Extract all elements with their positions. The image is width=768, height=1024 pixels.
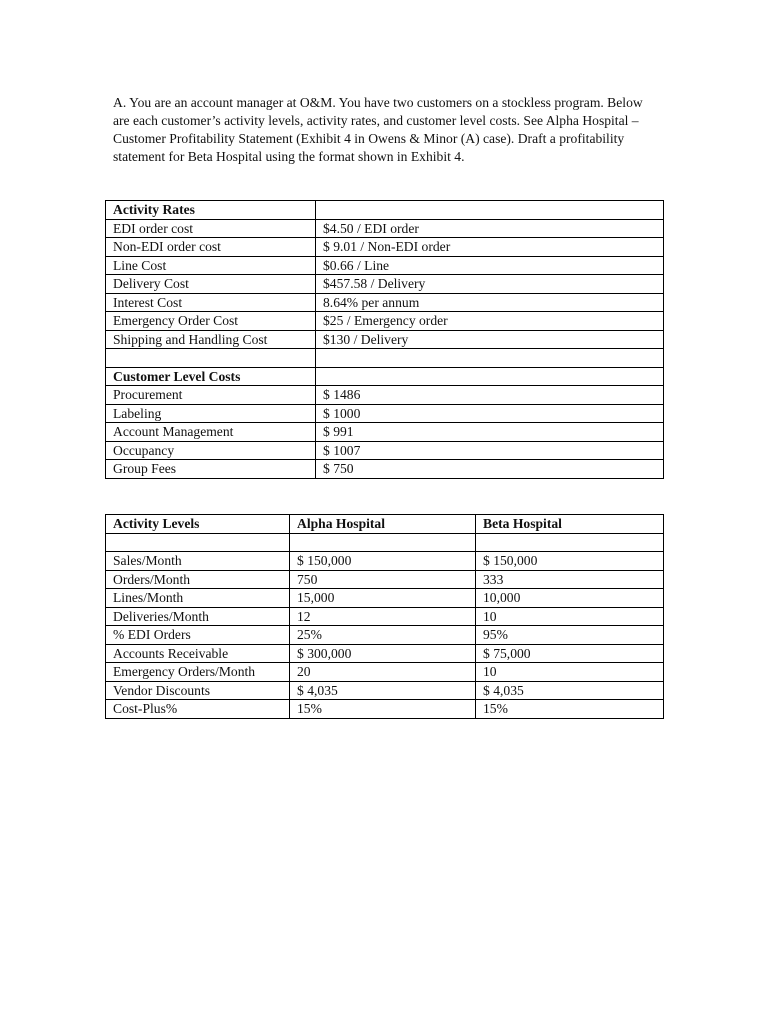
rate-label xyxy=(106,349,316,368)
alpha-value: $ 4,035 xyxy=(290,681,476,700)
beta-value: $ 4,035 xyxy=(476,681,664,700)
level-label: Lines/Month xyxy=(106,589,290,608)
table-row xyxy=(106,626,664,645)
intro-paragraph: A. You are an account manager at O&M. You have two customers on a stockless program. Below are each customer’s activity levels, activity rates, and customer level costs. See Alpha Hospital – Customer Profitability Statement (Exhibit 4 in Owens & Minor (A) case). Draft a profitability statement for Beta Hospital using the format shown in Exhibit 4. xyxy=(113,95,643,164)
rate-value: $ 1007 xyxy=(316,441,664,460)
table-row xyxy=(106,533,664,552)
table-row xyxy=(106,238,664,257)
rate-value: $ 750 xyxy=(316,460,664,479)
section-heading: Activity Rates xyxy=(106,201,316,220)
beta-value: 15% xyxy=(476,700,664,719)
table-row xyxy=(106,441,664,460)
activity-rates-table xyxy=(105,200,664,479)
beta-value: 10 xyxy=(476,607,664,626)
beta-value: 10 xyxy=(476,663,664,682)
rate-value xyxy=(316,367,664,386)
rate-value: 8.64% per annum xyxy=(316,293,664,312)
level-label: Accounts Receivable xyxy=(106,644,290,663)
alpha-value: $ 300,000 xyxy=(290,644,476,663)
rate-value xyxy=(316,349,664,368)
table-row xyxy=(106,700,664,719)
alpha-value: 12 xyxy=(290,607,476,626)
rate-label: Line Cost xyxy=(106,256,316,275)
rate-label: Emergency Order Cost xyxy=(106,312,316,331)
rate-value: $0.66 / Line xyxy=(316,256,664,275)
table-row xyxy=(106,386,664,405)
beta-value: 10,000 xyxy=(476,589,664,608)
table-row xyxy=(106,570,664,589)
header-activity-levels: Activity Levels xyxy=(106,515,290,534)
table-row xyxy=(106,423,664,442)
rate-value: $25 / Emergency order xyxy=(316,312,664,331)
table-row xyxy=(106,293,664,312)
beta-value xyxy=(476,533,664,552)
rate-value: $ 991 xyxy=(316,423,664,442)
table-row xyxy=(106,589,664,608)
table-row xyxy=(106,404,664,423)
table-row xyxy=(106,460,664,479)
table-row xyxy=(106,330,664,349)
alpha-value: 15,000 xyxy=(290,589,476,608)
table-row xyxy=(106,663,664,682)
table-row xyxy=(106,552,664,571)
beta-value: $ 75,000 xyxy=(476,644,664,663)
table-row xyxy=(106,256,664,275)
level-label: Deliveries/Month xyxy=(106,607,290,626)
rate-label: EDI order cost xyxy=(106,219,316,238)
alpha-value: 25% xyxy=(290,626,476,645)
level-label: Orders/Month xyxy=(106,570,290,589)
alpha-value: 750 xyxy=(290,570,476,589)
activity-levels-table xyxy=(105,514,664,719)
beta-value: $ 150,000 xyxy=(476,552,664,571)
rate-label: Shipping and Handling Cost xyxy=(106,330,316,349)
rate-value xyxy=(316,201,664,220)
header-beta-hospital: Beta Hospital xyxy=(476,515,664,534)
alpha-value: $ 150,000 xyxy=(290,552,476,571)
rate-label: Occupancy xyxy=(106,441,316,460)
beta-value: 333 xyxy=(476,570,664,589)
level-label: Cost-Plus% xyxy=(106,700,290,719)
alpha-value: 20 xyxy=(290,663,476,682)
rate-value: $457.58 / Delivery xyxy=(316,275,664,294)
rate-value: $ 9.01 / Non-EDI order xyxy=(316,238,664,257)
rate-label: Group Fees xyxy=(106,460,316,479)
rate-label: Delivery Cost xyxy=(106,275,316,294)
level-label: Emergency Orders/Month xyxy=(106,663,290,682)
level-label: Sales/Month xyxy=(106,552,290,571)
section-heading: Customer Level Costs xyxy=(106,367,316,386)
level-label: % EDI Orders xyxy=(106,626,290,645)
level-label xyxy=(106,533,290,552)
table-header-row xyxy=(106,515,664,534)
table-row xyxy=(106,201,664,220)
table-row xyxy=(106,644,664,663)
table-row xyxy=(106,275,664,294)
rate-label: Account Management xyxy=(106,423,316,442)
beta-value: 95% xyxy=(476,626,664,645)
rate-label: Interest Cost xyxy=(106,293,316,312)
level-label: Vendor Discounts xyxy=(106,681,290,700)
rate-value: $130 / Delivery xyxy=(316,330,664,349)
rate-label: Procurement xyxy=(106,386,316,405)
table-row xyxy=(106,349,664,368)
header-alpha-hospital: Alpha Hospital xyxy=(290,515,476,534)
rate-label: Labeling xyxy=(106,404,316,423)
rate-value: $ 1486 xyxy=(316,386,664,405)
table-row xyxy=(106,681,664,700)
table-row xyxy=(106,367,664,386)
rate-value: $ 1000 xyxy=(316,404,664,423)
table-row xyxy=(106,219,664,238)
table-row xyxy=(106,607,664,626)
alpha-value xyxy=(290,533,476,552)
alpha-value: 15% xyxy=(290,700,476,719)
table-row xyxy=(106,312,664,331)
rate-label: Non-EDI order cost xyxy=(106,238,316,257)
rate-value: $4.50 / EDI order xyxy=(316,219,664,238)
